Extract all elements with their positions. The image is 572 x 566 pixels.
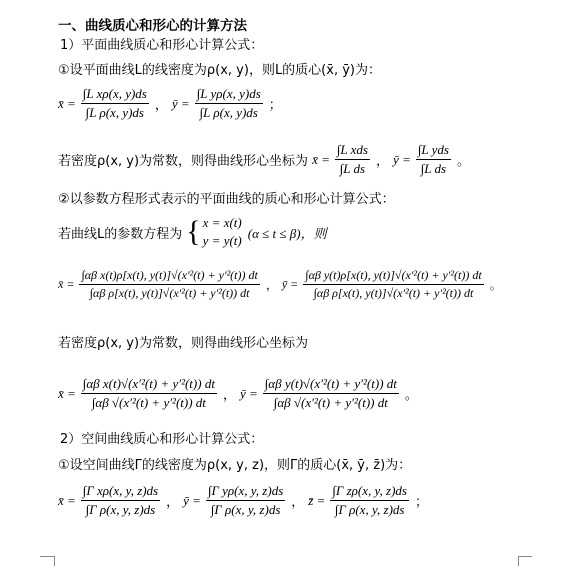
paragraph-parametric: ②以参数方程形式表示的平面曲线的质心和形心计算公式： xyxy=(58,192,395,207)
denominator: ∫Γ ρ(x, y, z)ds xyxy=(210,502,281,517)
paragraph-parametric-intro: 若曲线L的参数方程为 xyxy=(58,226,183,242)
numerator: ∫Γ xρ(x, y, z)ds xyxy=(81,483,160,501)
lhs-x: x̄ = xyxy=(58,95,76,111)
comma: ， xyxy=(166,494,180,509)
paragraph-constant-density: 若密度ρ(x, y)为常数，则得曲线形心坐标为 xyxy=(58,154,309,169)
denominator: ∫αβ ρ[x(t), y(t)]√(x′²(t) + y′²(t)) dt xyxy=(89,286,250,300)
param-range: (α ≤ t ≤ β)，则 xyxy=(247,225,327,241)
comma: ， xyxy=(376,153,390,168)
formula-plane-centroid xyxy=(58,86,286,121)
lhs-x: x̄ = xyxy=(58,277,75,291)
subsection-title-space: 2）空间曲线质心和形心计算公式： xyxy=(60,432,264,447)
denominator: ∫L ds xyxy=(420,161,447,176)
semicolon: ； xyxy=(268,97,282,112)
formula-space-centroid xyxy=(58,483,432,518)
denominator: ∫L ds xyxy=(339,161,366,176)
lhs-y: ȳ = xyxy=(393,151,411,167)
denominator: ∫αβ ρ[x(t), y(t)]√(x′²(t) + y′²(t)) dt xyxy=(313,286,474,300)
fraction-y xyxy=(416,142,451,177)
fraction-x xyxy=(79,268,259,301)
comma: ， xyxy=(222,387,236,402)
fraction-x xyxy=(81,86,149,121)
page-corner-mark-left-v xyxy=(54,556,55,566)
fraction-y xyxy=(303,268,483,301)
denominator: ∫αβ √(x′²(t) + y′²(t)) dt xyxy=(273,395,388,410)
numerator: ∫αβ y(t)√(x′²(t) + y′²(t)) dt xyxy=(263,376,399,394)
denominator: ∫Γ ρ(x, y, z)ds xyxy=(85,502,156,517)
lhs-z: z̄ = xyxy=(308,492,326,508)
numerator: ∫L yds xyxy=(416,142,451,160)
page-corner-mark-right-v xyxy=(518,556,519,566)
semicolon: ； xyxy=(414,494,428,509)
lhs-y: ȳ = xyxy=(281,277,299,291)
left-brace: { xyxy=(186,215,201,248)
param-x: x = x(t) xyxy=(202,215,242,230)
paragraph-parametric-constant: 若密度ρ(x, y)为常数，则得曲线形心坐标为 xyxy=(58,336,309,351)
fraction-x xyxy=(81,376,217,411)
lhs-y: ȳ = xyxy=(171,95,190,111)
numerator: ∫Γ zρ(x, y, z)ds xyxy=(330,483,409,501)
lhs-x: x̄ = xyxy=(58,492,76,508)
comma: ， xyxy=(154,97,168,112)
denominator: ∫L ρ(x, y)ds xyxy=(85,105,144,120)
fraction-x xyxy=(81,483,160,518)
formula-parametric-shape-centroid xyxy=(58,376,422,411)
denominator: ∫Γ ρ(x, y, z)ds xyxy=(334,502,405,517)
numerator: ∫αβ y(t)ρ[x(t), y(t)]√(x′²(t) + y′²(t)) dt xyxy=(303,268,483,285)
lhs-y: ȳ = xyxy=(239,385,258,401)
param-system xyxy=(203,214,242,250)
page-corner-mark-right xyxy=(518,556,532,557)
comma: ， xyxy=(291,494,305,509)
fraction-x xyxy=(335,142,370,177)
fraction-y xyxy=(195,86,263,121)
section-heading: 一、曲线质心和形心的计算方法 xyxy=(58,18,247,34)
numerator: ∫αβ x(t)ρ[x(t), y(t)]√(x′²(t) + y′²(t)) dt xyxy=(79,268,259,285)
paragraph-space-density: ①设空间曲线Γ的线密度为ρ(x, y, z)，则Γ的质心(x̄, ȳ, z̄)为： xyxy=(58,458,412,473)
numerator: ∫Γ yρ(x, y, z)ds xyxy=(206,483,285,501)
page-corner-mark-left xyxy=(40,556,54,557)
numerator: ∫L xds xyxy=(335,142,370,160)
param-y: y = y(t) xyxy=(202,233,242,248)
formula-plane-shape-centroid xyxy=(58,142,474,177)
numerator: ∫L yρ(x, y)ds xyxy=(195,86,263,104)
fraction-z xyxy=(330,483,409,518)
numerator: ∫L xρ(x, y)ds xyxy=(81,86,149,104)
numerator: ∫αβ x(t)√(x′²(t) + y′²(t)) dt xyxy=(81,376,217,394)
parametric-equation xyxy=(58,214,327,250)
fraction-y xyxy=(263,376,399,411)
paragraph-plane-density: ①设平面曲线L的线密度为ρ(x, y)，则L的质心(x̄, ȳ)为： xyxy=(58,63,381,78)
formula-parametric-centroid xyxy=(58,268,506,301)
lhs-x: x̄ = xyxy=(58,385,76,401)
period: 。 xyxy=(404,387,418,402)
period: 。 xyxy=(456,153,470,168)
denominator: ∫L ρ(x, y)ds xyxy=(199,105,258,120)
denominator: ∫αβ √(x′²(t) + y′²(t)) dt xyxy=(91,395,206,410)
comma: ， xyxy=(265,278,278,292)
period: 。 xyxy=(489,278,502,292)
subsection-title-plane: 1）平面曲线质心和形心计算公式： xyxy=(60,38,264,53)
fraction-y xyxy=(206,483,285,518)
lhs-x: x̄ = xyxy=(312,151,330,167)
lhs-y: ȳ = xyxy=(183,492,201,508)
